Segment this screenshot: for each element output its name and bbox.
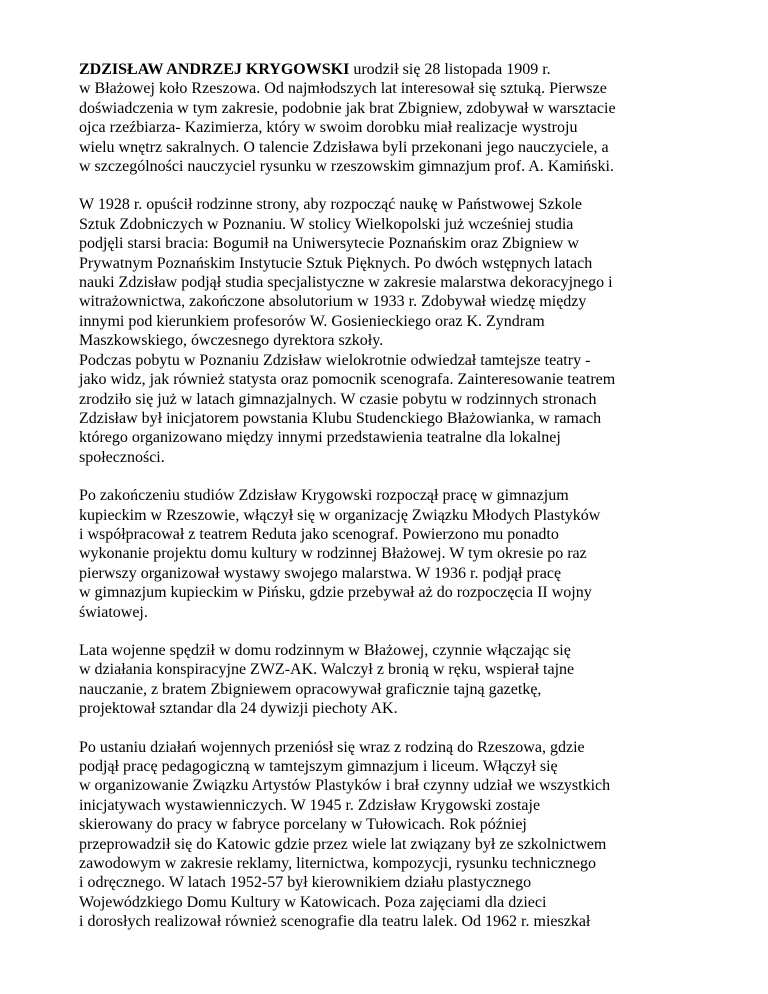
text-line: wielu wnętrz sakralnych. O talencie Zdzisława byli przekonani jego nauczyciele, a	[79, 138, 609, 156]
text-line: witrażownictwa, zakończone absolutorium w 1933 r. Zdobywał wiedzę między	[79, 293, 587, 311]
text-line: Po ustaniu działań wojennych przeniósł się wraz z rodziną do Rzeszowa, gdzie	[79, 738, 585, 756]
text-line: i dorosłych realizował również scenografie dla teatru lalek. Od 1962 r. mieszkał	[79, 913, 591, 931]
text-line: w szczególności nauczyciel rysunku w rzeszowskim gimnazjum prof. A. Kamiński.	[79, 158, 614, 176]
text-line: Podczas pobytu w Poznaniu Zdzisław wielokrotnie odwiedzał tamtejsze teatry -	[79, 351, 591, 369]
document-page	[79, 60, 759, 951]
text-line-fragment: urodził się 28 listopada 1909 r.	[349, 61, 551, 78]
text-line: Wojewódzkiego Domu Kultury w Katowicach. Poza zajęciami dla dzieci	[79, 893, 547, 911]
text-line: w organizowanie Związku Artystów Plastyków i brał czynny udział we wszystkich	[79, 777, 611, 795]
person-name-heading: ZDZISŁAW ANDRZEJ KRYGOWSKI	[79, 61, 350, 78]
text-line: Prywatnym Poznańskim Instytucie Sztuk Pięknych. Po dwóch wstępnych latach	[79, 254, 593, 272]
text-line: ojca rzeźbiarza- Kazimierza, który w swoim dorobku miał realizacje wystroju	[79, 119, 578, 137]
paragraph-studies	[79, 195, 759, 350]
text-line: nauki Zdzisław podjął studia specjalistyczne w zakresie malarstwa dekoracyjnego i	[79, 274, 613, 292]
paragraph-intro	[79, 60, 759, 176]
text-line: W 1928 r. opuścił rodzinne strony, aby rozpocząć naukę w Państwowej Szkole	[79, 196, 582, 214]
text-line: w Błażowej koło Rzeszowa. Od najmłodszych lat interesował się sztuką. Pierwsze	[79, 80, 607, 98]
text-line: podjął pracę pedagogiczną w tamtejszym gimnazjum i liceum. Włączył się	[79, 758, 558, 775]
paragraph-post-war	[79, 738, 759, 932]
text-line: i odręcznego. W latach 1952-57 był kierownikiem działu plastycznego	[79, 874, 532, 892]
text-line: światowej.	[79, 603, 148, 621]
paragraph-theatre	[79, 351, 759, 467]
text-line: Lata wojenne spędził w domu rodzinnym w Błażowej, czynnie włączając się	[79, 641, 571, 659]
text-line: w działania konspiracyjne ZWZ-AK. Walczył z bronią w ręku, wspierał tajne	[79, 661, 575, 679]
text-line: inicjatywach wystawienniczych. W 1945 r. Zdzisław Krygowski zostaje	[79, 796, 541, 814]
text-line: podjęli starsi bracia: Bogumił na Uniwersytecie Poznańskim oraz Zbigniew w	[79, 235, 579, 253]
text-line	[79, 60, 759, 79]
text-line: kupieckim w Rzeszowie, włączył się w organizację Związku Młodych Plastyków	[79, 506, 601, 524]
text-line: Zdzisław był inicjatorem powstania Klubu Studenckiego Błażowianka, w ramach	[79, 409, 602, 427]
text-line: jako widz, jak również statysta oraz pomocnik scenografa. Zainteresowanie teatrem	[79, 371, 616, 389]
paragraph-war-years	[79, 641, 759, 719]
text-line: społeczności.	[79, 448, 165, 466]
text-line: wykonanie projektu domu kultury w rodzinnej Błażowej. W tym okresie po raz	[79, 545, 587, 563]
text-line: Sztuk Zdobniczych w Poznaniu. W stolicy Wielkopolski już wcześniej studia	[79, 215, 574, 233]
text-line: skierowany do pracy w fabryce porcelany w Tułowicach. Rok później	[79, 816, 527, 834]
text-line: którego organizowano między innymi przedstawienia teatralne dla lokalnej	[79, 429, 561, 447]
text-line: Maszkowskiego, ówczesnego dyrektora szkoły.	[79, 332, 384, 350]
paragraph-early-career	[79, 486, 759, 622]
text-line: przeprowadził się do Katowic gdzie przez wiele lat związany był ze szkolnictwem	[79, 835, 607, 853]
text-line: doświadczenia w tym zakresie, podobnie jak brat Zbigniew, zdobywał w warsztacie	[79, 99, 616, 117]
text-line: innymi pod kierunkiem profesorów W. Gosienieckiego oraz K. Zyndram	[79, 312, 545, 330]
text-line: zrodziło się już w latach gimnazjalnych. W czasie pobytu w rodzinnych stronach	[79, 390, 597, 408]
text-line: nauczanie, z bratem Zbigniewem opracowywał graficznie tajną gazetkę,	[79, 680, 542, 698]
text-line: zawodowym w zakresie reklamy, liternictwa, kompozycji, rysunku technicznego	[79, 855, 597, 873]
text-line: Po zakończeniu studiów Zdzisław Krygowski rozpoczął pracę w gimnazjum	[79, 487, 569, 505]
text-line: i współpracował z teatrem Reduta jako scenograf. Powierzono mu ponadto	[79, 525, 559, 543]
text-line: projektował sztandar dla 24 dywizji piechoty AK.	[79, 700, 398, 718]
text-line: pierwszy organizował wystawy swojego malarstwa. W 1936 r. podjął pracę	[79, 564, 562, 582]
text-line: w gimnazjum kupieckim w Pińsku, gdzie przebywał aż do rozpoczęcia II wojny	[79, 584, 592, 602]
